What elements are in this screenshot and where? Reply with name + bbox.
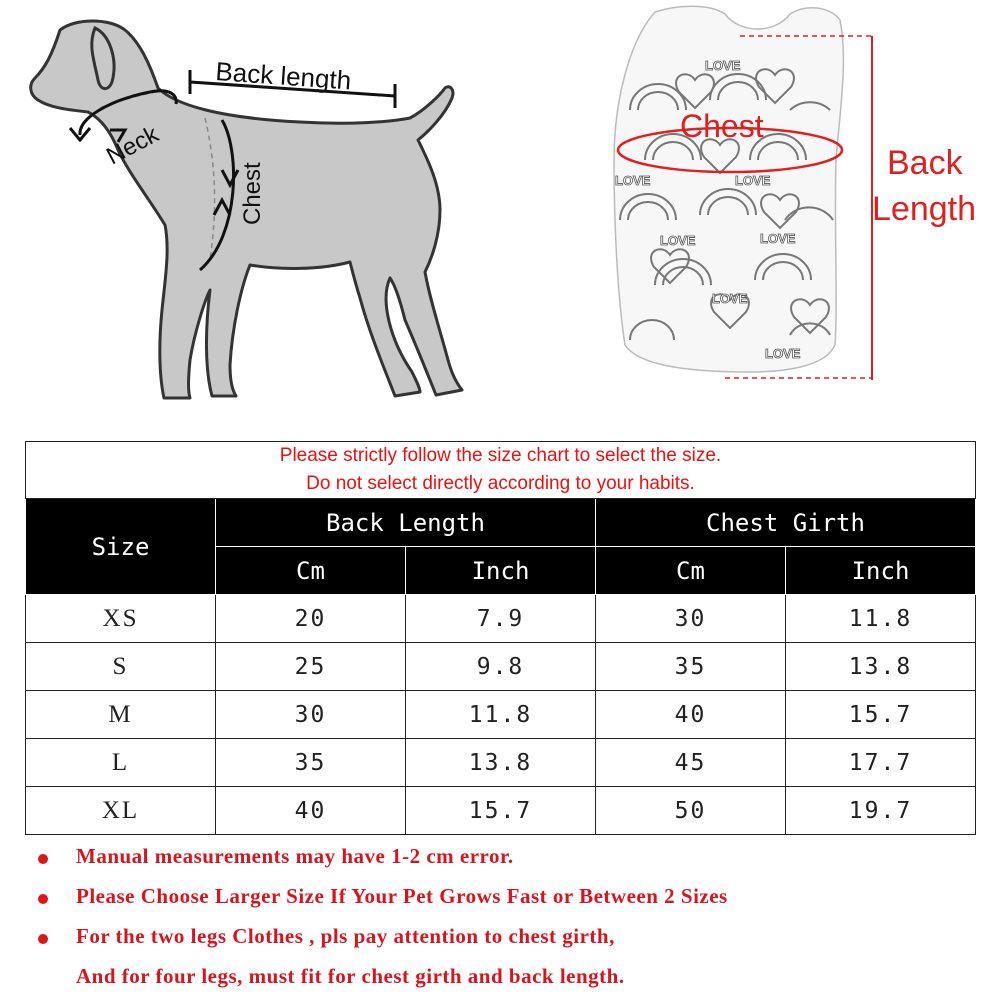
table-row: [26, 643, 976, 691]
chest-cm-cell: 50: [596, 787, 786, 835]
shirt-measurement-diagram: [600, 0, 1000, 400]
note-text: Please Choose Larger Size If Your Pet Grows Fast or Between 2 Sizes: [76, 884, 728, 908]
size-chart-table: [25, 441, 976, 835]
size-cell: XS: [26, 595, 216, 643]
shirt-print-love-2: LOVE: [735, 173, 771, 188]
chest-cm-cell: 40: [596, 691, 786, 739]
table-row: [26, 595, 976, 643]
back-inch-cell: 13.8: [406, 739, 596, 787]
chest-cm-cell: 30: [596, 595, 786, 643]
chest-label: Chest: [239, 162, 266, 225]
table-row: [26, 691, 976, 739]
dog-measurement-diagram: [0, 0, 600, 420]
header-row-1: [26, 499, 976, 547]
back-inch-cell: 9.8: [406, 643, 596, 691]
chest-girth-header: Chest Girth: [596, 499, 976, 547]
back-inch-cell: 15.7: [406, 787, 596, 835]
notice-cell: [26, 442, 976, 499]
back-length-header: Back Length: [216, 499, 596, 547]
note-item: [38, 840, 978, 880]
chest-inch-cell: 17.7: [786, 739, 976, 787]
table-row: [26, 739, 976, 787]
shirt-print-love-4: LOVE: [760, 231, 796, 246]
note-text: Manual measurements may have 1-2 cm error.: [76, 844, 514, 868]
notice-row: [26, 442, 976, 499]
neck-label: Neck: [102, 120, 164, 171]
bullet-dot-icon: [38, 934, 48, 944]
back-inch-header: Inch: [406, 547, 596, 595]
size-header: Size: [26, 499, 216, 595]
back-cm-cell: 35: [216, 739, 406, 787]
size-notes: [38, 840, 978, 1000]
chest-inch-cell: 15.7: [786, 691, 976, 739]
notice-line-1: Please strictly follow the size chart to select the size.: [279, 445, 722, 466]
back-cm-cell: 40: [216, 787, 406, 835]
bullet-dot-icon: [38, 894, 48, 904]
back-cm-cell: 20: [216, 595, 406, 643]
size-cell: L: [26, 739, 216, 787]
shirt-print-love-7: LOVE: [615, 173, 651, 188]
chest-cm-cell: 35: [596, 643, 786, 691]
shirt-chest-label: Chest: [680, 108, 764, 144]
note-text: For the two legs Clothes , pls pay attention to chest girth,: [76, 924, 615, 948]
chest-inch-cell: 13.8: [786, 643, 976, 691]
back-cm-header: Cm: [216, 547, 406, 595]
note-item: [38, 920, 978, 960]
table-row: [26, 787, 976, 835]
shirt-print-love-6: LOVE: [765, 346, 801, 361]
size-cell: M: [26, 691, 216, 739]
shirt-print-love-3: LOVE: [660, 233, 696, 248]
back-length-label: Back length: [214, 56, 353, 96]
note-text: And for four legs, must fit for chest girth and back length.: [76, 964, 625, 988]
shirt-back-label-2: Length: [872, 190, 976, 228]
chest-inch-header: Inch: [786, 547, 976, 595]
size-cell: S: [26, 643, 216, 691]
note-item: [38, 880, 978, 920]
shirt-back-label-1: Back: [887, 144, 963, 182]
notice-line-2: Do not select directly according to your habits.: [306, 473, 695, 494]
note-item-continuation: [38, 960, 978, 1000]
shirt-print-love-1: LOVE: [705, 58, 741, 73]
back-inch-cell: 7.9: [406, 595, 596, 643]
back-inch-cell: 11.8: [406, 691, 596, 739]
chest-cm-header: Cm: [596, 547, 786, 595]
size-cell: XL: [26, 787, 216, 835]
shirt-print-love-5: LOVE: [712, 291, 748, 306]
bullet-dot-icon: [38, 854, 48, 864]
chest-inch-cell: 19.7: [786, 787, 976, 835]
back-cm-cell: 25: [216, 643, 406, 691]
chest-cm-cell: 45: [596, 739, 786, 787]
chest-inch-cell: 11.8: [786, 595, 976, 643]
back-cm-cell: 30: [216, 691, 406, 739]
